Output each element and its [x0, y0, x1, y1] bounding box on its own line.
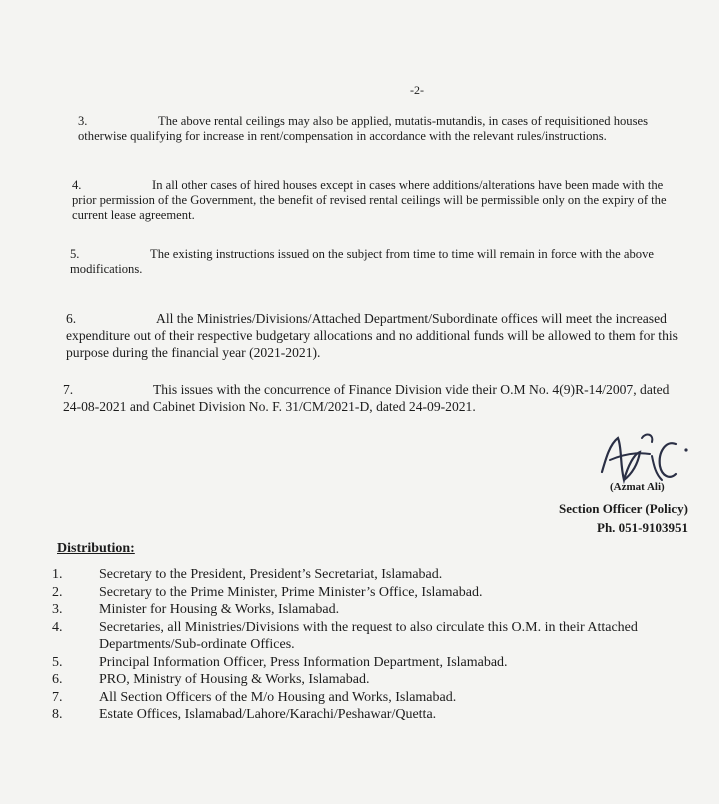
paragraph-5: [70, 247, 682, 277]
signatory-title: Section Officer (Policy): [559, 501, 688, 516]
paragraph-6: [66, 310, 688, 361]
paragraph-number: 5.: [70, 247, 80, 261]
signatory-phone: Ph. 051-9103951: [597, 520, 688, 535]
list-item-number: 3.: [52, 602, 63, 617]
signature-block: [520, 430, 700, 540]
paragraph-number: 4.: [72, 178, 82, 192]
paragraph-number: 6.: [66, 311, 77, 326]
paragraph-number: 7.: [63, 382, 74, 397]
list-item-text: Estate Offices, Islamabad/Lahore/Karachi/Peshawar/Quetta.: [99, 707, 437, 722]
paragraph-text: In all other cases of hired houses except in cases where additions/alterations have been made with the prior permission of the Government, the benefit of revised rental ceilings will be permissible only on the expiry of the current lease agreement.: [72, 178, 667, 222]
list-item-number: 6.: [52, 672, 63, 687]
paragraph-text: The above rental ceilings may also be applied, mutatis-mutandis, in cases of requisitioned houses otherwise qualifying for increase in rent/compensation in accordance with the relevant rules/instructions.: [78, 114, 648, 143]
list-item-number: 4.: [52, 619, 63, 635]
list-item-text: Principal Information Officer, Press Information Department, Islamabad.: [99, 654, 508, 670]
paragraph-text: The existing instructions issued on the subject from time to time will remain in force with the above modifications.: [70, 247, 654, 276]
paragraph-3: [78, 114, 678, 144]
paragraph-text: All the Ministries/Divisions/Attached Department/Subordinate offices will meet the increased expenditure out of their respective budgetary allocations and no additional funds will be allowed to them for this purpose during the financial year (2021-2021).: [66, 311, 678, 360]
list-item: [52, 689, 692, 707]
list-item-text: Secretaries, all Ministries/Divisions with the request to also circulate this O.M. in their Attached Departments/Sub-ordinate Offices.: [99, 619, 638, 652]
list-item: [52, 654, 692, 672]
distribution-list: [52, 566, 692, 724]
list-item: [52, 566, 692, 584]
list-item-number: 1.: [52, 567, 63, 582]
list-item-text: All Section Officers of the M/o Housing and Works, Islamabad.: [99, 689, 457, 705]
list-item-number: 8.: [52, 707, 63, 722]
paragraph-7: [63, 381, 689, 415]
page-number: -2-: [410, 83, 424, 97]
list-item-number: 2.: [52, 584, 63, 600]
list-item: [52, 706, 692, 724]
list-item: [52, 671, 692, 689]
paragraph-number: 3.: [78, 114, 88, 128]
distribution-heading: Distribution:: [57, 541, 135, 556]
signatory-name: (Azmat Ali): [610, 481, 665, 493]
list-item: [52, 619, 692, 654]
list-item-text: Minister for Housing & Works, Islamabad.: [99, 602, 340, 617]
paragraph-text: This issues with the concurrence of Finance Division vide their O.M No. 4(9)R-14/2007, dated 24-08-2021 and Cabinet Division No. F. 31/CM/2021-D, dated 24-09-2021.: [63, 382, 670, 414]
list-item: [52, 601, 692, 619]
list-item: [52, 584, 692, 602]
list-item-text: Secretary to the President, President’s Secretariat, Islamabad.: [99, 567, 443, 582]
list-item-text: Secretary to the Prime Minister, Prime Minister’s Office, Islamabad.: [99, 584, 483, 600]
paragraph-4: [72, 178, 682, 223]
list-item-text: PRO, Ministry of Housing & Works, Islamabad.: [99, 672, 370, 687]
list-item-number: 5.: [52, 654, 63, 670]
list-item-number: 7.: [52, 689, 63, 705]
